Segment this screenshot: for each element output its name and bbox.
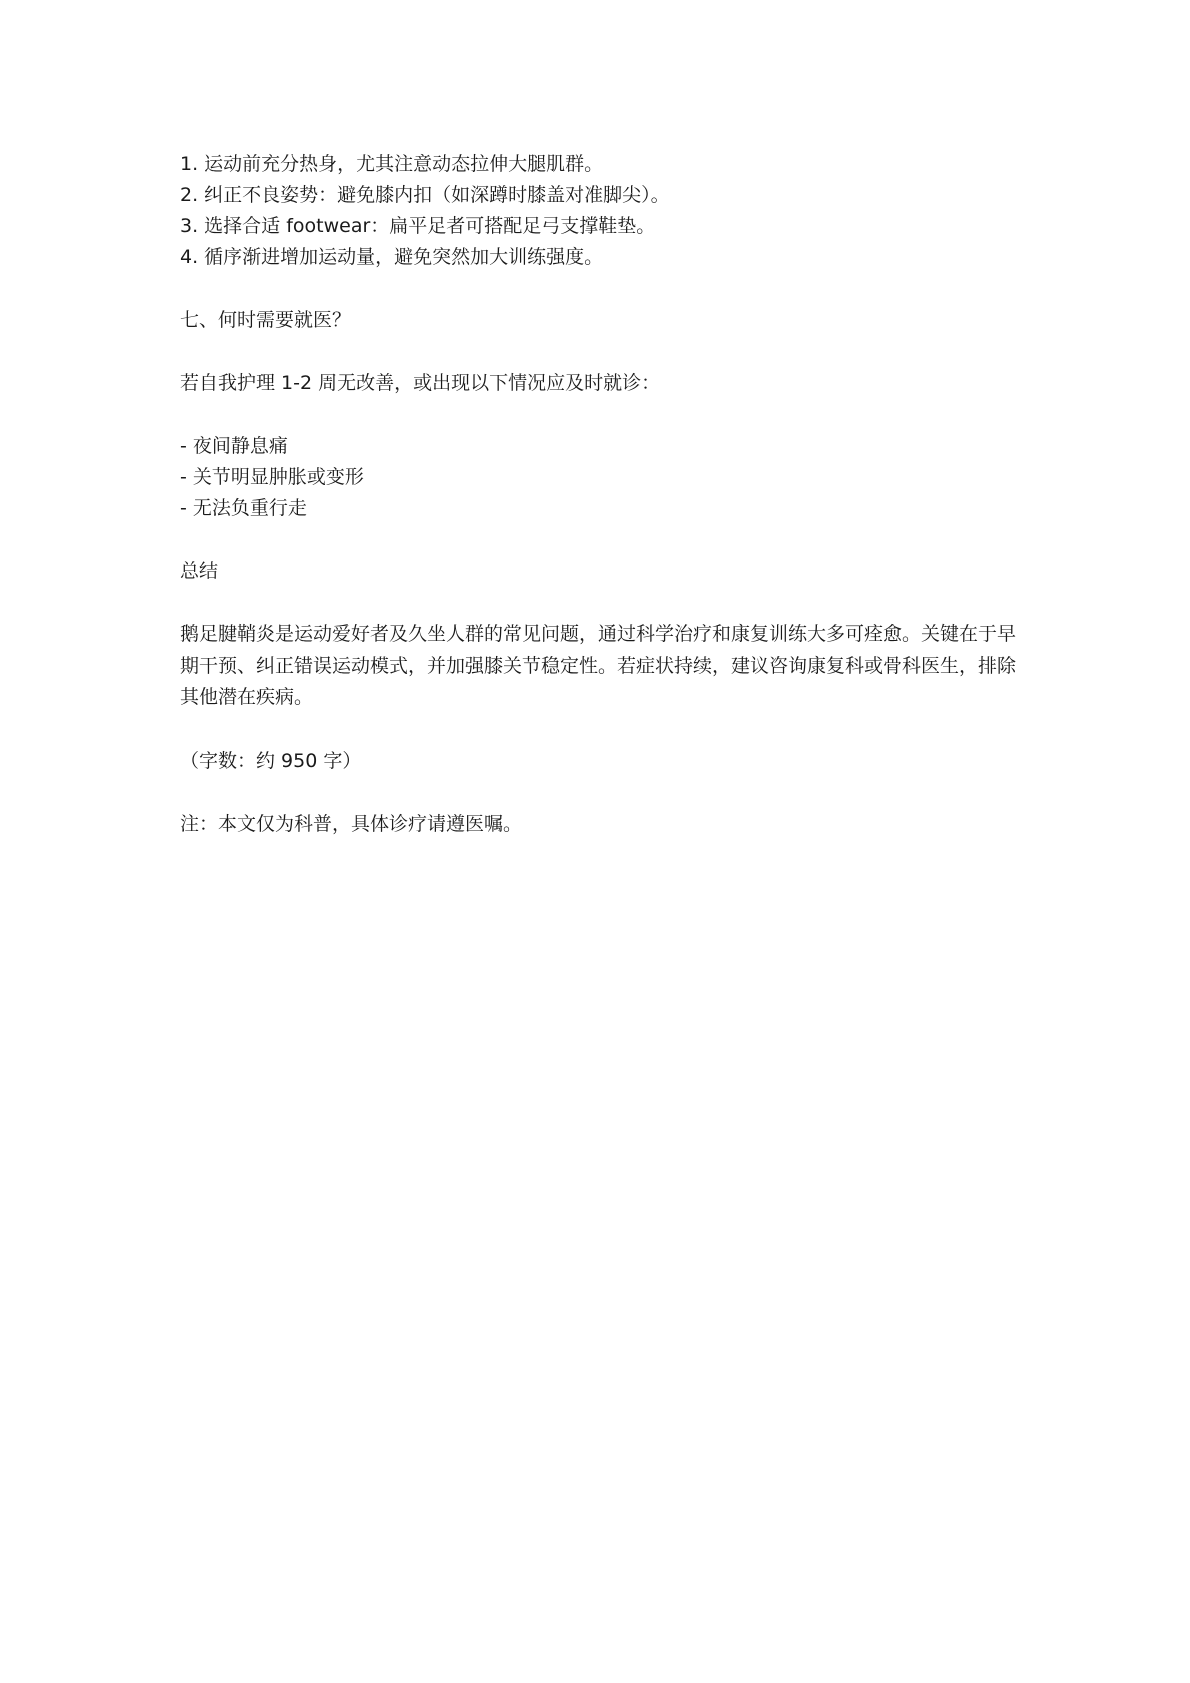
summary-paragraph: 鹅足腱鞘炎是运动爱好者及久坐人群的常见问题，通过科学治疗和康复训练大多可痊愈。关键在于早期干预、纠正错误运动模式，并加强膝关节稳定性。若症状持续，建议咨询康复科或骨科医生，排除其他潜在疾病。 xyxy=(180,623,1017,708)
section-heading: 七、何时需要就医？ xyxy=(180,309,352,331)
summary-heading: 总结 xyxy=(180,560,219,582)
list-item: - 关节明显肿胀或变形 xyxy=(180,466,364,488)
disclaimer-note: 注：本文仅为科普，具体诊疗请遵医嘱。 xyxy=(180,812,523,835)
prevention-list xyxy=(180,149,1020,273)
list-item: 2. 纠正不良姿势：避免膝内扣（如深蹲时膝盖对准脚尖）。 xyxy=(180,184,670,206)
list-item: 3. 选择合适 footwear：扁平足者可搭配足弓支撑鞋垫。 xyxy=(180,215,656,237)
symptom-list xyxy=(180,431,1020,524)
list-item: - 无法负重行走 xyxy=(180,497,307,519)
section-intro: 若自我护理 1-2 周无改善，或出现以下情况应及时就诊： xyxy=(180,372,661,394)
word-count: （字数：约 950 字） xyxy=(180,749,362,772)
document-page xyxy=(180,149,1020,840)
list-item: - 夜间静息痛 xyxy=(180,435,288,457)
list-item: 1. 运动前充分热身，尤其注意动态拉伸大腿肌群。 xyxy=(180,153,604,175)
list-item: 4. 循序渐进增加运动量，避免突然加大训练强度。 xyxy=(180,246,604,268)
